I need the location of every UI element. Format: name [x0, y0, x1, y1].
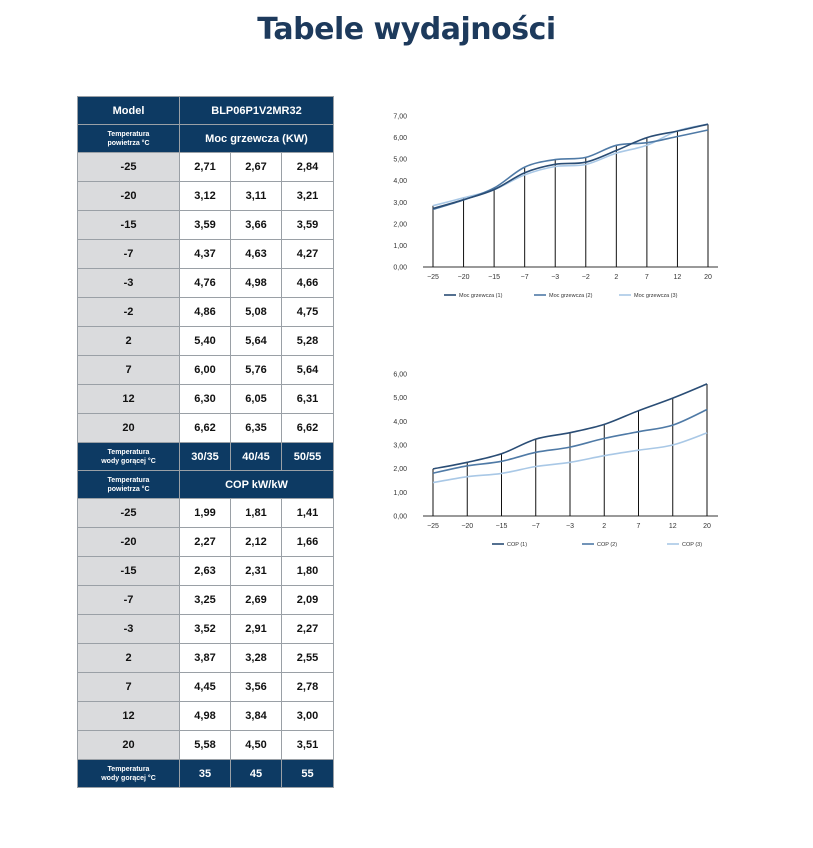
- y-tick-label: 3,00: [393, 199, 407, 207]
- heating-value-cell: 6,62: [282, 414, 334, 443]
- air-temp-cell: 7: [78, 673, 180, 702]
- table-row: [78, 97, 334, 125]
- x-tick-label: −7: [520, 274, 529, 281]
- air-temp-header: [78, 471, 180, 499]
- y-tick-label: 0,00: [393, 513, 407, 521]
- air-temp-cell: -20: [78, 528, 180, 557]
- cop-value-cell: 2,27: [282, 615, 334, 644]
- x-tick-label: 20: [703, 523, 711, 530]
- heating-value-cell: 3,59: [282, 211, 334, 240]
- heating-value-cell: 4,27: [282, 240, 334, 269]
- water-temp-cell: 55: [282, 760, 334, 788]
- table-row: [78, 385, 334, 414]
- cop-value-cell: 3,28: [231, 644, 282, 673]
- water-temp-cell: 40/45: [231, 443, 282, 471]
- heating-value-cell: 5,64: [231, 327, 282, 356]
- cop-header: COP kW/kW: [180, 471, 334, 499]
- table-row: [78, 644, 334, 673]
- heating-value-cell: 5,76: [231, 356, 282, 385]
- header-line: powietrza °C: [107, 485, 150, 493]
- heating-value-cell: 3,11: [231, 182, 282, 211]
- x-tick-label: −20: [461, 523, 474, 530]
- cop-value-cell: 3,51: [282, 731, 334, 760]
- cop-value-cell: 2,78: [282, 673, 334, 702]
- cop-value-cell: 4,45: [180, 673, 231, 702]
- cop-value-cell: 3,56: [231, 673, 282, 702]
- y-tick-label: 2,00: [393, 221, 407, 229]
- cop-value-cell: 1,41: [282, 499, 334, 528]
- water-temp-cell: 35: [180, 760, 231, 788]
- table-row: [78, 240, 334, 269]
- x-tick-label: 20: [704, 274, 712, 281]
- model-value: BLP06P1V2MR32: [180, 97, 334, 125]
- x-tick-label: −7: [531, 523, 540, 530]
- y-tick-label: 5,00: [393, 395, 407, 403]
- table-row: [78, 269, 334, 298]
- y-tick-label: 1,00: [393, 489, 407, 497]
- legend-entry: Moc grzewcza (1): [459, 293, 503, 299]
- heating-value-cell: 6,05: [231, 385, 282, 414]
- table-row: [78, 760, 334, 788]
- table-row: [78, 443, 334, 471]
- table-row: [78, 414, 334, 443]
- cop-value-cell: 1,80: [282, 557, 334, 586]
- header-line: Temperatura: [107, 476, 150, 484]
- cop-value-cell: 3,00: [282, 702, 334, 731]
- x-tick-label: 12: [668, 523, 677, 530]
- cop-value-cell: 1,99: [180, 499, 231, 528]
- cop-value-cell: 2,31: [231, 557, 282, 586]
- table-row: [78, 153, 334, 182]
- header-line: powietrza °C: [107, 139, 150, 147]
- y-tick-label: 7,00: [393, 113, 407, 121]
- legend-entry: COP (2): [597, 542, 618, 548]
- heating-value-cell: 5,08: [231, 298, 282, 327]
- series-line: [433, 130, 708, 209]
- air-temp-cell: -20: [78, 182, 180, 211]
- cop-value-cell: 2,55: [282, 644, 334, 673]
- x-tick-label: −3: [551, 274, 560, 281]
- heating-value-cell: 5,28: [282, 327, 334, 356]
- water-temp-header: [78, 760, 180, 788]
- page-title: Tabele wydajności: [257, 12, 556, 47]
- heating-capacity-chart: [380, 105, 730, 305]
- table-row: [78, 356, 334, 385]
- air-temp-cell: 2: [78, 327, 180, 356]
- water-temp-cell: 50/55: [282, 443, 334, 471]
- y-tick-label: 6,00: [393, 371, 407, 379]
- heating-value-cell: 2,84: [282, 153, 334, 182]
- water-temp-cell: 30/35: [180, 443, 231, 471]
- heating-value-cell: 6,35: [231, 414, 282, 443]
- cop-value-cell: 4,98: [180, 702, 231, 731]
- heating-value-cell: 3,21: [282, 182, 334, 211]
- heating-value-cell: 6,00: [180, 356, 231, 385]
- heating-value-cell: 4,66: [282, 269, 334, 298]
- cop-value-cell: 2,09: [282, 586, 334, 615]
- cop-value-cell: 3,87: [180, 644, 231, 673]
- heating-capacity-header: Moc grzewcza (KW): [180, 125, 334, 153]
- x-tick-label: 7: [644, 274, 649, 281]
- air-temp-cell: 12: [78, 702, 180, 731]
- cop-value-cell: 2,27: [180, 528, 231, 557]
- heating-value-cell: 4,37: [180, 240, 231, 269]
- heating-value-cell: 4,63: [231, 240, 282, 269]
- cop-value-cell: 3,52: [180, 615, 231, 644]
- x-tick-label: 12: [673, 274, 682, 281]
- x-tick-label: −15: [488, 274, 501, 281]
- y-tick-label: 3,00: [393, 442, 407, 450]
- table-row: [78, 182, 334, 211]
- heating-value-cell: 5,40: [180, 327, 231, 356]
- heating-value-cell: 4,75: [282, 298, 334, 327]
- x-tick-label: 7: [636, 523, 641, 530]
- air-temp-cell: -25: [78, 499, 180, 528]
- heating-value-cell: 4,76: [180, 269, 231, 298]
- legend-entry: COP (3): [682, 542, 703, 548]
- legend-entry: Moc grzewcza (3): [634, 293, 678, 299]
- y-tick-label: 2,00: [393, 466, 407, 474]
- table-row: [78, 211, 334, 240]
- cop-value-cell: 2,63: [180, 557, 231, 586]
- cop-value-cell: 3,84: [231, 702, 282, 731]
- table-row: [78, 615, 334, 644]
- heating-value-cell: 3,66: [231, 211, 282, 240]
- heating-value-cell: 4,98: [231, 269, 282, 298]
- performance-table: [77, 96, 334, 788]
- x-tick-label: −15: [495, 523, 508, 530]
- model-label: Model: [78, 97, 180, 125]
- table-row: [78, 528, 334, 557]
- heating-value-cell: 2,67: [231, 153, 282, 182]
- air-temp-cell: -3: [78, 615, 180, 644]
- header-line: Temperatura: [107, 130, 150, 138]
- air-temp-cell: -3: [78, 269, 180, 298]
- x-tick-label: 2: [614, 274, 619, 281]
- cop-value-cell: 2,12: [231, 528, 282, 557]
- table-row: [78, 327, 334, 356]
- air-temp-cell: -25: [78, 153, 180, 182]
- table-row: [78, 586, 334, 615]
- cop-value-cell: 2,69: [231, 586, 282, 615]
- cop-value-cell: 2,91: [231, 615, 282, 644]
- cop-value-cell: 4,50: [231, 731, 282, 760]
- heating-value-cell: 5,64: [282, 356, 334, 385]
- header-line: Temperatura: [107, 765, 150, 773]
- air-temp-cell: -7: [78, 586, 180, 615]
- table-row: [78, 125, 334, 153]
- table-row: [78, 731, 334, 760]
- legend-entry: Moc grzewcza (2): [549, 293, 593, 299]
- table-row: [78, 557, 334, 586]
- y-tick-label: 4,00: [393, 418, 407, 426]
- cop-chart: [380, 364, 730, 549]
- cop-value-cell: 3,25: [180, 586, 231, 615]
- air-temp-cell: 7: [78, 356, 180, 385]
- air-temp-cell: -2: [78, 298, 180, 327]
- heating-value-cell: 4,86: [180, 298, 231, 327]
- x-tick-label: −25: [427, 523, 439, 530]
- y-tick-label: 5,00: [393, 156, 407, 164]
- heating-value-cell: 3,12: [180, 182, 231, 211]
- water-temp-cell: 45: [231, 760, 282, 788]
- heating-value-cell: 6,31: [282, 385, 334, 414]
- table-row: [78, 702, 334, 731]
- heating-value-cell: 2,71: [180, 153, 231, 182]
- table-row: [78, 499, 334, 528]
- air-temp-cell: 20: [78, 414, 180, 443]
- air-temp-cell: -15: [78, 211, 180, 240]
- x-tick-label: −20: [457, 274, 470, 281]
- y-tick-label: 4,00: [393, 178, 407, 186]
- heating-value-cell: 6,62: [180, 414, 231, 443]
- air-temp-cell: -15: [78, 557, 180, 586]
- cop-value-cell: 1,66: [282, 528, 334, 557]
- y-tick-label: 1,00: [393, 242, 407, 250]
- air-temp-cell: 12: [78, 385, 180, 414]
- y-tick-label: 0,00: [393, 264, 407, 272]
- header-line: wody gorącej °C: [101, 457, 156, 465]
- legend-entry: COP (1): [507, 542, 528, 548]
- header-line: wody gorącej °C: [101, 774, 156, 782]
- table-row: [78, 471, 334, 499]
- heating-value-cell: 3,59: [180, 211, 231, 240]
- x-tick-label: 2: [602, 523, 607, 530]
- x-tick-label: −2: [581, 274, 590, 281]
- air-temp-cell: 2: [78, 644, 180, 673]
- cop-value-cell: 1,81: [231, 499, 282, 528]
- water-temp-header: [78, 443, 180, 471]
- heating-value-cell: 6,30: [180, 385, 231, 414]
- table-row: [78, 673, 334, 702]
- cop-value-cell: 5,58: [180, 731, 231, 760]
- y-tick-label: 6,00: [393, 135, 407, 143]
- header-line: Temperatura: [107, 448, 150, 456]
- air-temp-cell: -7: [78, 240, 180, 269]
- x-tick-label: −3: [566, 523, 574, 530]
- series-line: [433, 124, 708, 206]
- table-row: [78, 298, 334, 327]
- air-temp-header: [78, 125, 180, 153]
- x-tick-label: −25: [427, 274, 439, 281]
- air-temp-cell: 20: [78, 731, 180, 760]
